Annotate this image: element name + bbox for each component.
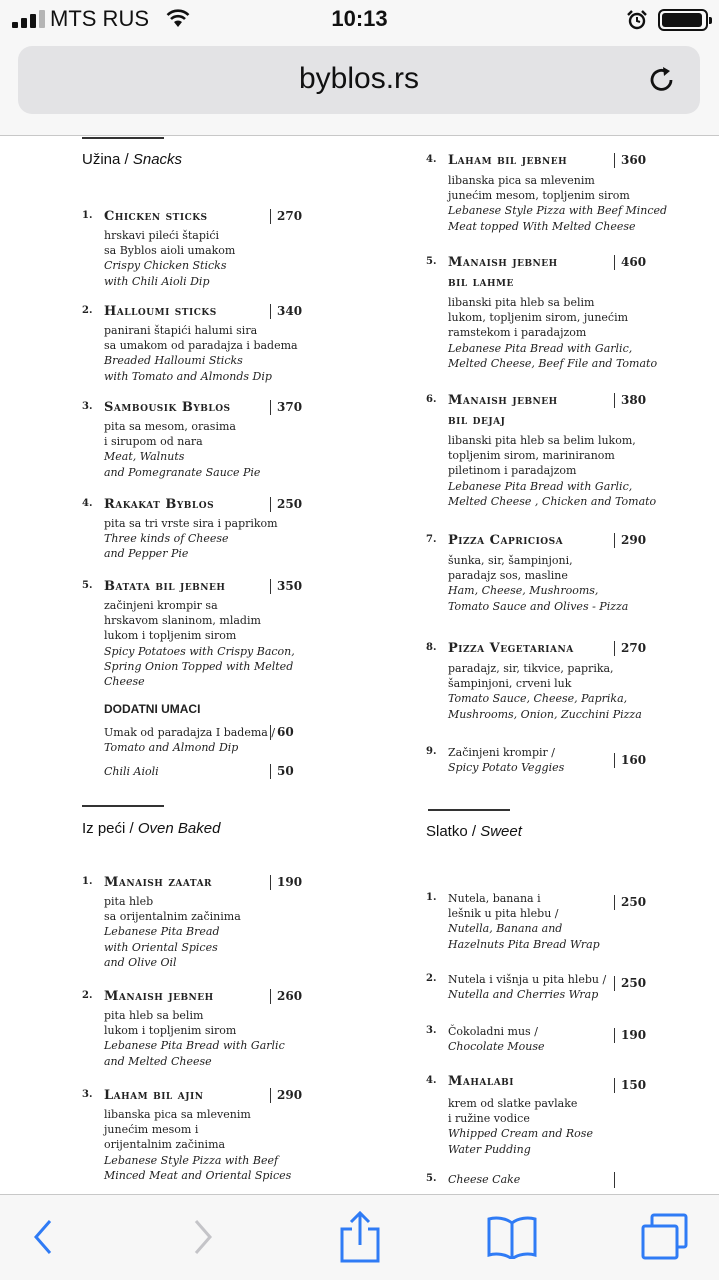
menu-item: 8. Pizza Vegetariana 270 paradajz, sir, tikvice, paprika, šampinjoni, crveni luk Tomato Sauce, Cheese, Paprika, Mushrooms, Onion, Zucchini Pizza (426, 641, 647, 721)
share-icon[interactable] (338, 1209, 382, 1263)
status-bar (0, 0, 719, 40)
forward-icon[interactable] (188, 1215, 218, 1259)
clock: 10:13 (331, 6, 388, 31)
back-icon[interactable] (28, 1215, 58, 1259)
section-title-sweet: Slatko / Sweet (426, 823, 522, 840)
menu-item: 2. 250 Nutela i višnja u pita hlebu / Nutella and Cherries Wrap (426, 973, 647, 1002)
section-divider (82, 805, 164, 807)
menu-item: 9. 160 Začinjeni krompir / Spicy Potato Veggies (426, 746, 647, 775)
menu-item: 5. Batata bil jebneh 350 začinjeni krompir sa hrskavom slaninom, mladim lukom i topljenim sirom Spicy Potatoes with Crispy Bacon, Spring Onion Topped with Melted Cheese (82, 579, 303, 689)
menu-item: 3. 190 Čokoladni mus / Chocolate Mouse (426, 1025, 647, 1054)
browser-address-area (0, 40, 719, 136)
menu-item: 3. Sambousik Byblos 370 pita sa mesom, orasima i sirupom od nara Meat, Walnuts and Pomegranate Sauce Pie (82, 400, 303, 479)
menu-item: 4. Mahalabi 150 krem od slatke pavlake i ružine vodice Whipped Cream and Rose Water Pudding (426, 1074, 647, 1156)
menu-item: 1. Manaish zaatar 190 pita hleb sa orijentalnim začinima Lebanese Pita Bread with Oriental Spices and Olive Oil (82, 875, 303, 969)
alarm-icon (626, 10, 648, 30)
extras-title: DODATNI UMACI (104, 702, 201, 716)
menu-item: 4. Laham bil jebneh 360 libanska pica sa mlevenim junećim mesom, topljenim sirom Lebanese Style Pizza with Beef Minced Meat topped With Melted Cheese (426, 153, 668, 233)
tabs-icon[interactable] (640, 1213, 690, 1261)
menu-item: 6. Manaish jebneh bil dejaj 380 libanski pita hleb sa belim lukom, topljenim sirom, mariniranom piletinom i paradajzom Lebanese Pita Bread with Garlic, Melted Cheese , Chicken and Tomato (426, 393, 657, 508)
menu-item: 1. Chicken sticks 270 hrskavi pileći štapići sa Byblos aioli umakom Crispy Chicken Sticks with Chili Aioli Dip (82, 209, 303, 288)
section-title-snacks: Užina / Snacks (82, 151, 183, 168)
url-text[interactable]: byblos.rs (298, 62, 420, 95)
menu-item: 4. Rakakat Byblos 250 pita sa tri vrste sira i paprikom Three kinds of Cheese and Pepper Pie (82, 497, 303, 561)
browser-toolbar (0, 1194, 719, 1280)
carrier-name: MTS RUS (50, 6, 149, 31)
section-title-oven: Iz peći / Oven Baked (82, 820, 221, 837)
extra-item: Chili Aioli 50 (104, 764, 294, 778)
menu-item: 3. Laham bil ajin 290 libanska pica sa mlevenim junećim mesom i orijentalnim začinima Lebanese Style Pizza with Beef Minced Meat and Oriental Spices (82, 1088, 303, 1182)
battery-icon (658, 9, 708, 31)
menu-item: 5. Manaish jebneh bil lahme 460 libanski pita hleb sa belim lukom, topljenim sirom, junećim ramstekom i paradajzom Lebanese Pita Bread with Garlic, Melted Cheese, Beef File and Tomato (426, 255, 658, 370)
menu-item: 1. 250 Nutela, banana i lešnik u pita hlebu / Nutella, Banana and Hazelnuts Pita Bread Wrap (426, 892, 647, 951)
extra-item: Umak od paradajza I badema / Tomato and Almond Dip 60 (104, 725, 294, 754)
reload-icon[interactable] (646, 64, 678, 96)
menu-item: 2. Halloumi sticks 340 panirani štapići halumi sira sa umakom od paradajza i badema Breaded Halloumi Sticks with Tomato and Almonds Dip (82, 304, 303, 383)
menu-item: 5. Cheese Cake (426, 1172, 646, 1194)
menu-item: 2. Manaish jebneh 260 pita hleb sa belim lukom i topljenim sirom Lebanese Pita Bread with Garlic and Melted Cheese (82, 989, 303, 1068)
menu-page[interactable] (0, 137, 719, 1194)
menu-item: 7. Pizza Capriciosa 290 šunka, sir, šampinjoni, paradajz sos, masline Ham, Cheese, Mushrooms, Tomato Sauce and Olives - Pizza (426, 533, 647, 613)
address-bar[interactable] (18, 46, 700, 114)
section-divider (82, 137, 164, 139)
bookmarks-icon[interactable] (486, 1215, 538, 1259)
section-divider (428, 809, 510, 811)
